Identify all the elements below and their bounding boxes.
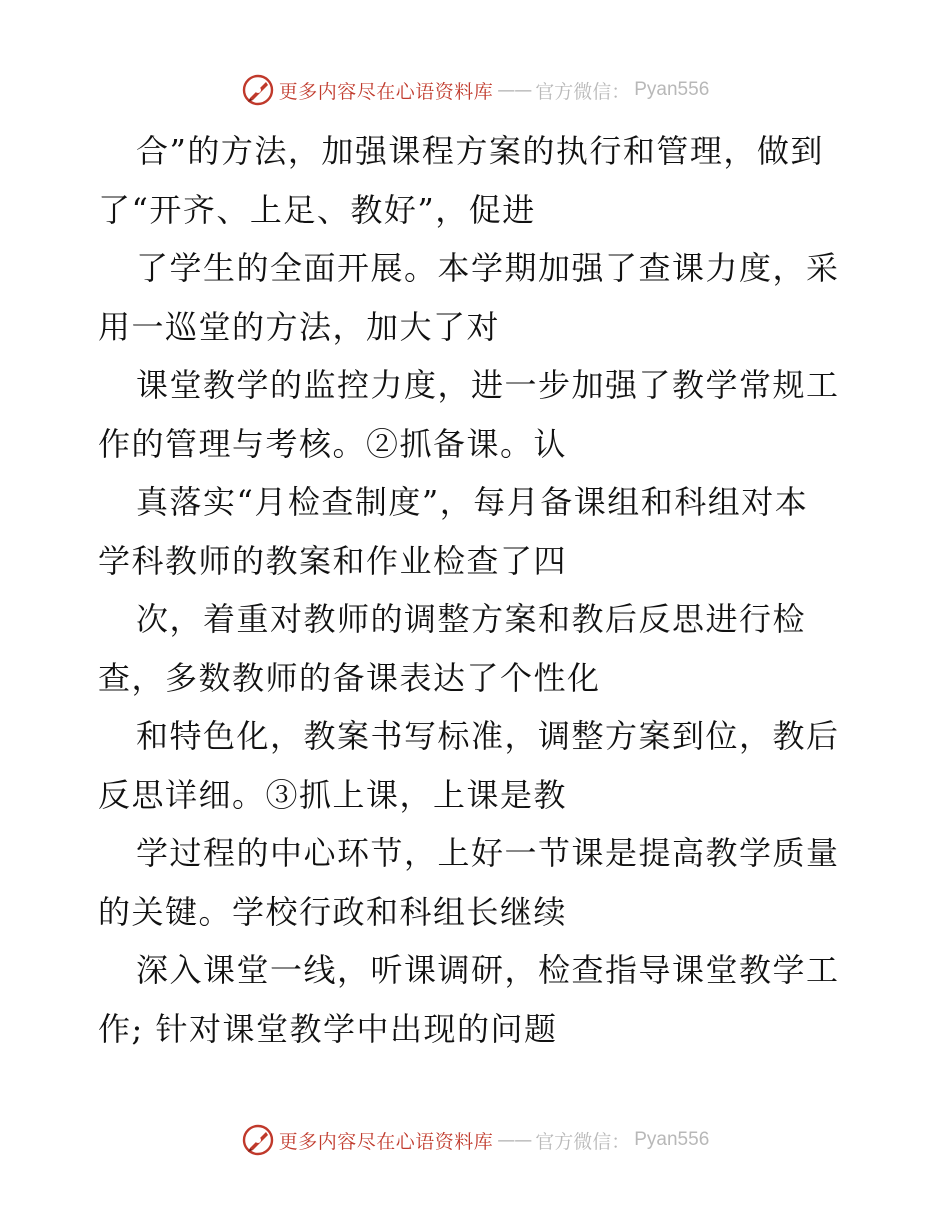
banner-wechat-id: Pyan556: [634, 1129, 710, 1150]
document-body: [98, 122, 858, 1058]
footer-banner: [0, 1120, 950, 1160]
banner-dash: ——: [497, 79, 532, 101]
text-line-2: 了“开齐、上足、教好”，促进: [98, 190, 536, 229]
text-line-10: 查，多数教师的备课表达了个性化: [98, 658, 601, 697]
banner-dash: ——: [497, 1129, 532, 1151]
quill-pen-logo-icon: [241, 1123, 275, 1157]
banner-title: 更多内容尽在心语资料库: [278, 80, 494, 103]
banner-wechat-label: 官方微信：: [535, 80, 631, 103]
banner-wechat-label: 官方微信：: [535, 1130, 631, 1153]
text-line-6: 作的管理与考核。②抓备课。认: [98, 424, 568, 463]
quill-pen-logo-icon: [241, 73, 275, 107]
header-banner: [0, 70, 950, 110]
text-line-14: 的关键。学校行政和科组长继续: [98, 892, 568, 931]
text-line-9: 次，着重对教师的调整方案和教后反思进行检: [136, 600, 807, 638]
text-line-1: 合”的方法，加强课程方案的执行和管理，做到: [136, 132, 824, 170]
banner-wechat-id: Pyan556: [634, 79, 710, 100]
text-line-5: 课堂教学的监控力度，进一步加强了教学常规工: [136, 366, 840, 404]
text-line-4: 用一巡堂的方法，加大了对: [98, 307, 501, 346]
text-line-11: 和特色化，教案书写标准，调整方案到位，教后: [136, 717, 840, 755]
text-line-15: 深入课堂一线，听课调研，检查指导课堂教学工: [136, 951, 840, 989]
banner-title: 更多内容尽在心语资料库: [278, 1130, 494, 1153]
text-line-13: 学过程的中心环节，上好一节课是提高教学质量: [136, 834, 840, 872]
text-line-7: 真落实“月检查制度”，每月备课组和科组对本: [136, 483, 809, 521]
text-line-3: 了学生的全面开展。本学期加强了查课力度，采: [136, 249, 840, 287]
text-line-16: 作; 针对课堂教学中出现的问题: [98, 1009, 558, 1048]
text-line-12: 反思详细。③抓上课，上课是教: [98, 775, 568, 814]
text-line-8: 学科教师的教案和作业检查了四: [98, 541, 568, 580]
